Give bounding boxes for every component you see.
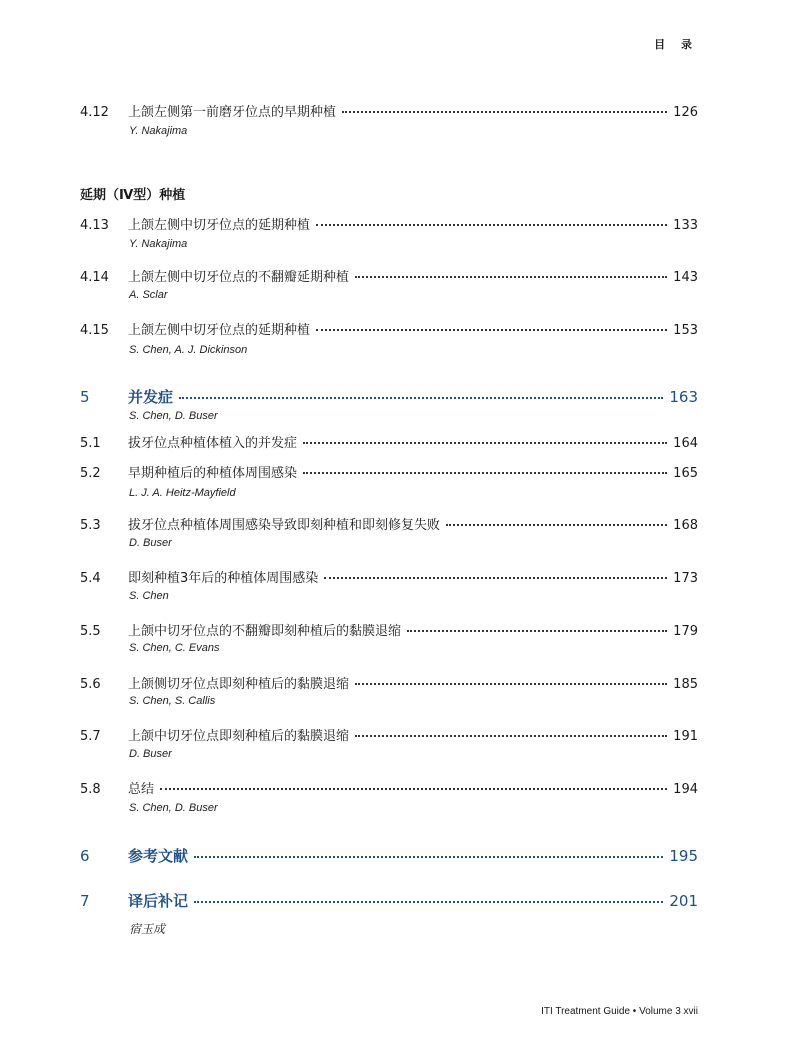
entry-page: 179 [673, 624, 698, 639]
chapter-number: 6 [80, 847, 90, 865]
toc-entry[interactable] [80, 432, 698, 452]
entry-number: 4.12 [80, 105, 109, 120]
entry-number: 5.7 [80, 729, 101, 744]
chapter-title: 并发症 [128, 388, 174, 406]
entry-page: 173 [673, 571, 698, 586]
entry-number: 5.1 [80, 436, 101, 451]
entry-number: 5.6 [80, 677, 101, 692]
toc-chapter-entry[interactable] [80, 845, 698, 865]
entry-author: D. Buser [129, 748, 172, 760]
chapter-number: 5 [80, 388, 90, 406]
entry-number: 4.13 [80, 218, 109, 233]
entry-page: 153 [673, 323, 698, 338]
dot-leader [194, 855, 663, 858]
page-footer: ITI Treatment Guide • Volume 3 xvii [541, 1006, 698, 1017]
chapter-number: 7 [80, 892, 90, 910]
entry-number: 5.8 [80, 782, 101, 797]
dot-leader [160, 787, 667, 790]
section-heading: 延期（Ⅳ型）种植 [80, 188, 186, 203]
dot-leader [316, 223, 667, 226]
entry-page: 168 [673, 518, 698, 533]
entry-page: 185 [673, 677, 698, 692]
entry-title: 上颌左侧第一前磨牙位点的早期种植 [128, 105, 337, 120]
entry-author: S. Chen, D. Buser [129, 410, 218, 422]
toc-chapter-entry[interactable] [80, 386, 698, 406]
entry-title: 拔牙位点种植体周围感染导致即刻种植和即刻修复失败 [128, 518, 441, 533]
entry-page: 143 [673, 270, 698, 285]
entry-number: 4.15 [80, 323, 109, 338]
entry-title: 早期种植后的种植体周围感染 [128, 466, 298, 481]
entry-number: 4.14 [80, 270, 109, 285]
chapter-page: 201 [669, 892, 698, 910]
entry-number: 5.4 [80, 571, 101, 586]
dot-leader [194, 900, 663, 903]
entry-author: S. Chen, A. J. Dickinson [129, 344, 248, 356]
entry-page: 191 [673, 729, 698, 744]
entry-author: L. J. A. Heitz-Mayfield [129, 487, 236, 499]
dot-leader [355, 275, 667, 278]
toc-entry[interactable] [80, 514, 698, 534]
entry-title: 上颌左侧中切牙位点的不翻瓣延期种植 [128, 270, 350, 285]
toc-chapter-entry[interactable] [80, 890, 698, 910]
toc-entry[interactable] [80, 673, 698, 693]
entry-author: S. Chen, C. Evans [129, 642, 220, 654]
chapter-title: 参考文献 [128, 847, 189, 865]
toc-entry[interactable] [80, 778, 698, 798]
toc-entry[interactable] [80, 567, 698, 587]
entry-author: S. Chen, D. Buser [129, 802, 218, 814]
entry-title: 上颌中切牙位点的不翻瓣即刻种植后的黏膜退缩 [128, 624, 402, 639]
dot-leader [446, 523, 667, 526]
entry-title: 上颌左侧中切牙位点的延期种植 [128, 218, 311, 233]
entry-number: 5.3 [80, 518, 101, 533]
dot-leader [179, 396, 663, 399]
toc-entry[interactable] [80, 462, 698, 482]
entry-page: 133 [673, 218, 698, 233]
toc-entry[interactable] [80, 266, 698, 286]
dot-leader [342, 110, 667, 113]
entry-author: A. Sclar [129, 289, 168, 301]
dot-leader [316, 328, 667, 331]
toc-entry[interactable] [80, 101, 698, 121]
entry-number: 5.2 [80, 466, 101, 481]
entry-title: 上颌左侧中切牙位点的延期种植 [128, 323, 311, 338]
dot-leader [303, 471, 667, 474]
chapter-title: 译后补记 [128, 892, 189, 910]
entry-author: S. Chen [129, 590, 169, 602]
toc-entry[interactable] [80, 725, 698, 745]
page-header-title: 目 录 [654, 38, 698, 51]
dot-leader [324, 576, 667, 579]
entry-number: 5.5 [80, 624, 101, 639]
toc-entry[interactable] [80, 319, 698, 339]
entry-title: 上颌侧切牙位点即刻种植后的黏膜退缩 [128, 677, 350, 692]
entry-page: 165 [673, 466, 698, 481]
entry-page: 164 [673, 436, 698, 451]
entry-title: 上颌中切牙位点即刻种植后的黏膜退缩 [128, 729, 350, 744]
entry-page: 194 [673, 782, 698, 797]
entry-author: D. Buser [129, 537, 172, 549]
chapter-page: 163 [669, 388, 698, 406]
entry-title: 拔牙位点种植体植入的并发症 [128, 436, 298, 451]
entry-author: S. Chen, S. Callis [129, 695, 216, 707]
dot-leader [355, 734, 667, 737]
entry-page: 126 [673, 105, 698, 120]
entry-author: Y. Nakajima [129, 238, 188, 250]
dot-leader [303, 441, 667, 444]
toc-entry[interactable] [80, 214, 698, 234]
toc-entry[interactable] [80, 620, 698, 640]
entry-author: Y. Nakajima [129, 125, 188, 137]
chapter-page: 195 [669, 847, 698, 865]
entry-title: 总结 [128, 782, 155, 797]
entry-author: 宿玉成 [129, 922, 166, 936]
entry-title: 即刻种植3年后的种植体周围感染 [128, 571, 319, 586]
dot-leader [355, 682, 667, 685]
dot-leader [407, 629, 667, 632]
